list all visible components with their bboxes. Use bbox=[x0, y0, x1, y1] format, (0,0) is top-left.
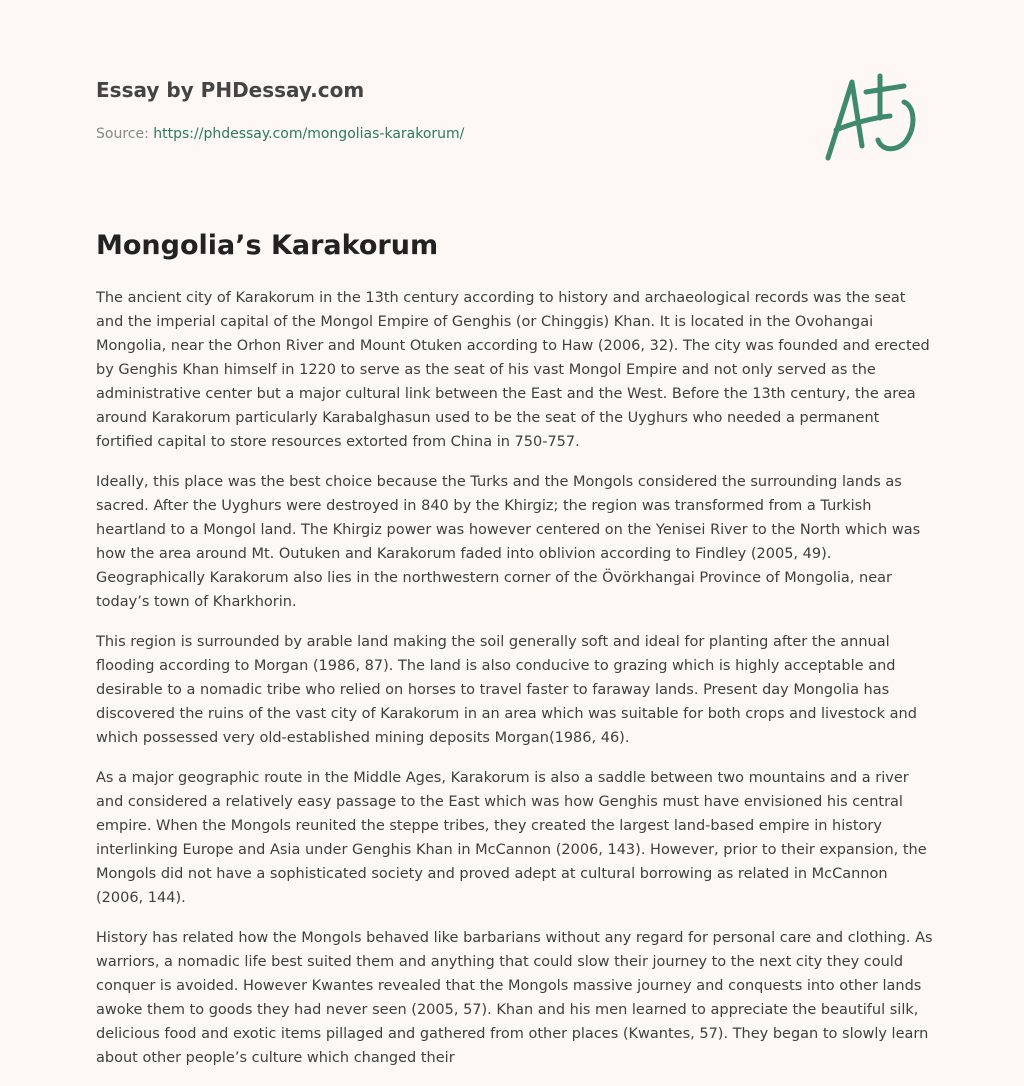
essay-paragraph: As a major geographic route in the Middle Ages, Karakorum is also a saddle between two mountains and a river and considered a relatively easy passage to the East which was how Genghis must have envisioned his central empire. When the Mongols reunited the steppe tribes, they created the largest land-based empire in history interlinking Europe and Asia under Genghis Khan in McCannon (2006, 143). However, prior to their expansion, the Mongols did not have a sophisticated society and proved adept at cultural borrowing as related in McCannon (2006, 144). bbox=[96, 770, 927, 906]
site-title: Essay by PHDessay.com bbox=[96, 78, 365, 102]
essay-paragraph: The ancient city of Karakorum in the 13th century according to history and archaeological records was the seat and the imperial capital of the Mongol Empire of Genghis (or Chinggis) Khan. It is located in the Ovohangai Mongolia, near the Orhon River and Mount Otuken according to Haw (2006, 32). The city was founded and erected by Genghis Khan himself in 1220 to serve as the seat of his vast Mongol Empire and not only served as the administrative center but a major cultural link between the East and the West. Before the 13th century, the area around Karakorum particularly Karabalghasun used to be the seat of the Uyghurs who needed a permanent fortified capital to store resources extorted from China in 750-757. bbox=[96, 290, 930, 450]
essay-paragraph: This region is surrounded by arable land making the soil generally soft and ideal for planting after the annual flooding according to Morgan (1986, 87). The land is also conducive to grazing which is highly acceptable and desirable to a nomadic tribe who relied on horses to travel faster to faraway lands. Present day Mongolia has discovered the ruins of the vast city of Karakorum in an area which was suitable for both crops and livestock and which possessed very old-established mining deposits Morgan(1986, 46). bbox=[96, 634, 917, 746]
a-plus-logo-icon bbox=[820, 66, 930, 166]
essay-paragraph: Ideally, this place was the best choice because the Turks and the Mongols considered the surrounding lands as sacred. After the Uyghurs were destroyed in 840 by the Khirgiz; the region was transformed from a Turkish heartland to a Mongol land. The Khirgiz power was however centered on the Yenisei River to the North which was how the area around Mt. Outuken and Karakorum faded into oblivion according to Findley (2005, 49). Geographically Karakorum also lies in the northwestern corner of the Övörkhangai Province of Mongolia, near today’s town of Kharkhorin. bbox=[96, 474, 921, 610]
source-label: Source: bbox=[96, 126, 149, 142]
essay-title: Mongolia’s Karakorum bbox=[96, 230, 439, 261]
page-header bbox=[96, 76, 796, 144]
source-link[interactable]: https://phdessay.com/mongolias-karakorum/ bbox=[153, 126, 465, 142]
essay-paragraph: History has related how the Mongols behaved like barbarians without any regard for personal care and clothing. As warriors, a nomadic life best suited them and anything that could slow their journey to the next city they could conquer is avoided. However Kwantes revealed that the Mongols massive journey and conquests into other lands awoke them to goods they had never seen (2005, 57). Khan and his men learned to appreciate the beautiful silk, delicious food and exotic items pillaged and gathered from other places (Kwantes, 57). They began to slowly learn about other people’s culture which changed their bbox=[96, 930, 933, 1066]
essay-body bbox=[96, 286, 936, 1086]
source-line bbox=[96, 124, 796, 144]
